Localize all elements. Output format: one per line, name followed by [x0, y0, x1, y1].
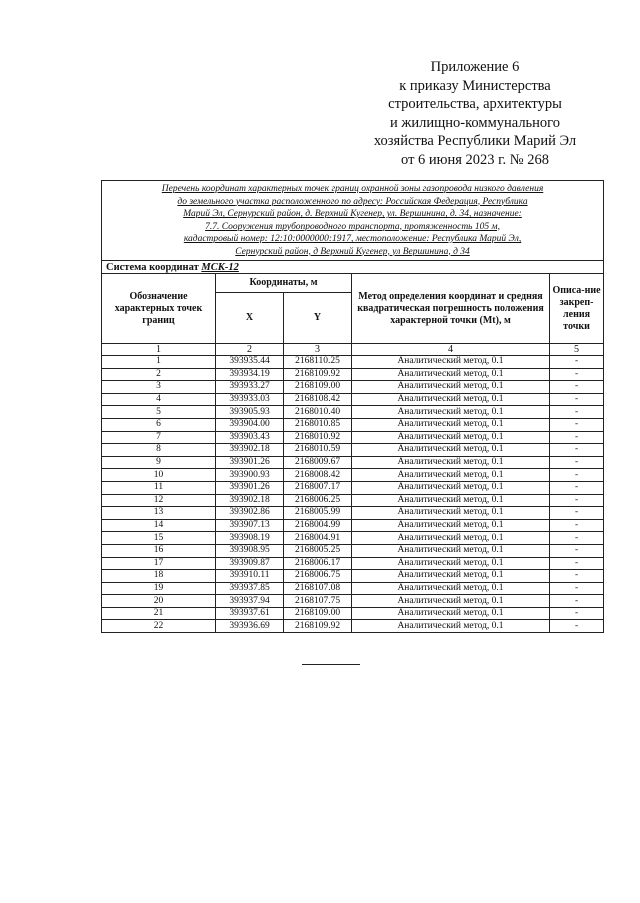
point-number-cell: 20	[102, 595, 216, 608]
column-number: 5	[550, 344, 604, 356]
appendix-line: от 6 июня 2023 г. № 268	[401, 151, 549, 168]
table-row	[102, 595, 604, 608]
x-coordinate-cell: 393901.26	[216, 456, 284, 469]
y-coordinate-cell: 2168109.00	[284, 607, 352, 620]
table-row	[102, 456, 604, 469]
description-cell: -	[550, 544, 604, 557]
description-cell: -	[550, 519, 604, 532]
header-x: X	[216, 293, 284, 344]
point-number-cell: 10	[102, 469, 216, 482]
table-row	[102, 507, 604, 520]
description-cell: -	[550, 469, 604, 482]
y-coordinate-cell: 2168108.42	[284, 393, 352, 406]
point-number-cell: 18	[102, 570, 216, 583]
method-cell: Аналитический метод, 0.1	[352, 494, 550, 507]
point-number-cell: 4	[102, 393, 216, 406]
x-coordinate-cell: 393908.95	[216, 544, 284, 557]
method-cell: Аналитический метод, 0.1	[352, 519, 550, 532]
x-coordinate-cell: 393902.18	[216, 444, 284, 457]
header-method: Метод определения координат и средняя квадратическая погрешность положения характерной точки (Mt), м	[352, 274, 550, 344]
table-row	[102, 582, 604, 595]
point-number-cell: 21	[102, 607, 216, 620]
description-cell: -	[550, 481, 604, 494]
description-cell: -	[550, 381, 604, 394]
method-cell: Аналитический метод, 0.1	[352, 431, 550, 444]
point-number-cell: 11	[102, 481, 216, 494]
description-cell: -	[550, 456, 604, 469]
method-cell: Аналитический метод, 0.1	[352, 368, 550, 381]
y-coordinate-cell: 2168005.99	[284, 507, 352, 520]
description-cell: -	[550, 393, 604, 406]
x-coordinate-cell: 393933.27	[216, 381, 284, 394]
description-cell: -	[550, 595, 604, 608]
description-cell: -	[550, 356, 604, 369]
description-cell: -	[550, 607, 604, 620]
x-coordinate-cell: 393908.19	[216, 532, 284, 545]
table-caption	[102, 181, 604, 261]
y-coordinate-cell: 2168007.17	[284, 481, 352, 494]
method-cell: Аналитический метод, 0.1	[352, 393, 550, 406]
x-coordinate-cell: 393902.18	[216, 494, 284, 507]
appendix-header	[350, 58, 600, 169]
description-cell: -	[550, 406, 604, 419]
table-row	[102, 570, 604, 583]
y-coordinate-cell: 2168010.40	[284, 406, 352, 419]
point-number-cell: 15	[102, 532, 216, 545]
point-number-cell: 17	[102, 557, 216, 570]
table-row	[102, 494, 604, 507]
point-number-cell: 3	[102, 381, 216, 394]
caption-line: кадастровый номер: 12:10:0000000:1917, местоположение: Республика Марий Эл,	[183, 234, 522, 244]
table-row	[102, 418, 604, 431]
description-cell: -	[550, 532, 604, 545]
y-coordinate-cell: 2168004.91	[284, 532, 352, 545]
table-row	[102, 519, 604, 532]
y-coordinate-cell: 2168006.17	[284, 557, 352, 570]
appendix-line: и жилищно-коммунального	[389, 114, 561, 131]
appendix-line: Приложение 6	[430, 59, 520, 75]
header-y: Y	[284, 293, 352, 344]
description-cell: -	[550, 418, 604, 431]
header-coords: Координаты, м	[216, 274, 352, 293]
description-cell: -	[550, 582, 604, 595]
table-row	[102, 544, 604, 557]
coordinate-system	[102, 261, 604, 274]
table-row	[102, 356, 604, 369]
system-name: МСК-12	[201, 261, 239, 273]
y-coordinate-cell: 2168107.08	[284, 582, 352, 595]
method-cell: Аналитический метод, 0.1	[352, 544, 550, 557]
x-coordinate-cell: 393937.94	[216, 595, 284, 608]
column-number: 4	[352, 344, 550, 356]
table-row	[102, 469, 604, 482]
appendix-line: к приказу Министерства	[399, 77, 551, 94]
caption-line: Перечень координат характерных точек границ охранной зоны газопровода низкого давления	[161, 184, 544, 194]
point-number-cell: 12	[102, 494, 216, 507]
method-cell: Аналитический метод, 0.1	[352, 418, 550, 431]
y-coordinate-cell: 2168006.25	[284, 494, 352, 507]
column-number: 3	[284, 344, 352, 356]
caption-line: до земельного участка расположенного по адресу: Российская Федерация, Республика	[177, 196, 528, 207]
caption-line: 7.7. Сооружения трубопроводного транспорта, протяженность 105 м,	[205, 221, 500, 232]
table-row	[102, 607, 604, 620]
table-row	[102, 557, 604, 570]
y-coordinate-cell: 2168109.00	[284, 381, 352, 394]
point-number-cell: 5	[102, 406, 216, 419]
description-cell: -	[550, 570, 604, 583]
table-row	[102, 620, 604, 633]
y-coordinate-cell: 2168109.92	[284, 368, 352, 381]
point-number-cell: 14	[102, 519, 216, 532]
method-cell: Аналитический метод, 0.1	[352, 620, 550, 633]
description-cell: -	[550, 431, 604, 444]
x-coordinate-cell: 393935.44	[216, 356, 284, 369]
point-number-cell: 9	[102, 456, 216, 469]
method-cell: Аналитический метод, 0.1	[352, 532, 550, 545]
description-cell: -	[550, 494, 604, 507]
method-cell: Аналитический метод, 0.1	[352, 444, 550, 457]
y-coordinate-cell: 2168006.75	[284, 570, 352, 583]
y-coordinate-cell: 2168008.42	[284, 469, 352, 482]
point-number-cell: 8	[102, 444, 216, 457]
column-number: 1	[102, 344, 216, 356]
signature-divider	[302, 664, 360, 665]
y-coordinate-cell: 2168004.99	[284, 519, 352, 532]
column-number: 2	[216, 344, 284, 356]
appendix-line: хозяйства Республики Марий Эл	[373, 133, 577, 149]
y-coordinate-cell: 2168009.67	[284, 456, 352, 469]
x-coordinate-cell: 393936.69	[216, 620, 284, 633]
coordinates-table	[101, 180, 604, 633]
appendix-line: строительства, архитектуры	[388, 96, 562, 112]
point-number-cell: 19	[102, 582, 216, 595]
method-cell: Аналитический метод, 0.1	[352, 469, 550, 482]
description-cell: -	[550, 368, 604, 381]
table-row	[102, 368, 604, 381]
y-coordinate-cell: 2168107.75	[284, 595, 352, 608]
description-cell: -	[550, 507, 604, 520]
header-point: Обозначение характерных точек границ	[102, 274, 216, 344]
y-coordinate-cell: 2168010.92	[284, 431, 352, 444]
y-coordinate-cell: 2168109.92	[284, 620, 352, 633]
header-description: Описа-ние закреп-ления точки	[550, 274, 604, 344]
method-cell: Аналитический метод, 0.1	[352, 481, 550, 494]
y-coordinate-cell: 2168110.25	[284, 356, 352, 369]
caption-line: Марий Эл, Сернурский район, д. Верхний Кугенер, ул. Вершинина, д. 34, назначение:	[183, 209, 522, 219]
method-cell: Аналитический метод, 0.1	[352, 557, 550, 570]
system-label: Система координат	[106, 261, 199, 273]
y-coordinate-cell: 2168005.25	[284, 544, 352, 557]
table-row	[102, 406, 604, 419]
method-cell: Аналитический метод, 0.1	[352, 595, 550, 608]
x-coordinate-cell: 393933.03	[216, 393, 284, 406]
table-row	[102, 481, 604, 494]
method-cell: Аналитический метод, 0.1	[352, 582, 550, 595]
x-coordinate-cell: 393937.61	[216, 607, 284, 620]
point-number-cell: 6	[102, 418, 216, 431]
point-number-cell: 13	[102, 507, 216, 520]
method-cell: Аналитический метод, 0.1	[352, 456, 550, 469]
method-cell: Аналитический метод, 0.1	[352, 381, 550, 394]
table-row	[102, 393, 604, 406]
x-coordinate-cell: 393902.86	[216, 507, 284, 520]
table-row	[102, 532, 604, 545]
x-coordinate-cell: 393903.43	[216, 431, 284, 444]
description-cell: -	[550, 620, 604, 633]
caption-line: Сернурский район, д Верхний Кугенер, ул Вершинина, д 34	[235, 246, 470, 257]
method-cell: Аналитический метод, 0.1	[352, 507, 550, 520]
description-cell: -	[550, 557, 604, 570]
description-cell: -	[550, 444, 604, 457]
y-coordinate-cell: 2168010.59	[284, 444, 352, 457]
method-cell: Аналитический метод, 0.1	[352, 356, 550, 369]
point-number-cell: 1	[102, 356, 216, 369]
x-coordinate-cell: 393907.13	[216, 519, 284, 532]
x-coordinate-cell: 393905.93	[216, 406, 284, 419]
x-coordinate-cell: 393910.11	[216, 570, 284, 583]
point-number-cell: 7	[102, 431, 216, 444]
point-number-cell: 22	[102, 620, 216, 633]
table-row	[102, 444, 604, 457]
method-cell: Аналитический метод, 0.1	[352, 406, 550, 419]
table-row	[102, 381, 604, 394]
method-cell: Аналитический метод, 0.1	[352, 607, 550, 620]
point-number-cell: 2	[102, 368, 216, 381]
x-coordinate-cell: 393937.85	[216, 582, 284, 595]
x-coordinate-cell: 393900.93	[216, 469, 284, 482]
x-coordinate-cell: 393909.87	[216, 557, 284, 570]
table-row	[102, 431, 604, 444]
method-cell: Аналитический метод, 0.1	[352, 570, 550, 583]
x-coordinate-cell: 393934.19	[216, 368, 284, 381]
x-coordinate-cell: 393904.00	[216, 418, 284, 431]
x-coordinate-cell: 393901.26	[216, 481, 284, 494]
point-number-cell: 16	[102, 544, 216, 557]
y-coordinate-cell: 2168010.85	[284, 418, 352, 431]
